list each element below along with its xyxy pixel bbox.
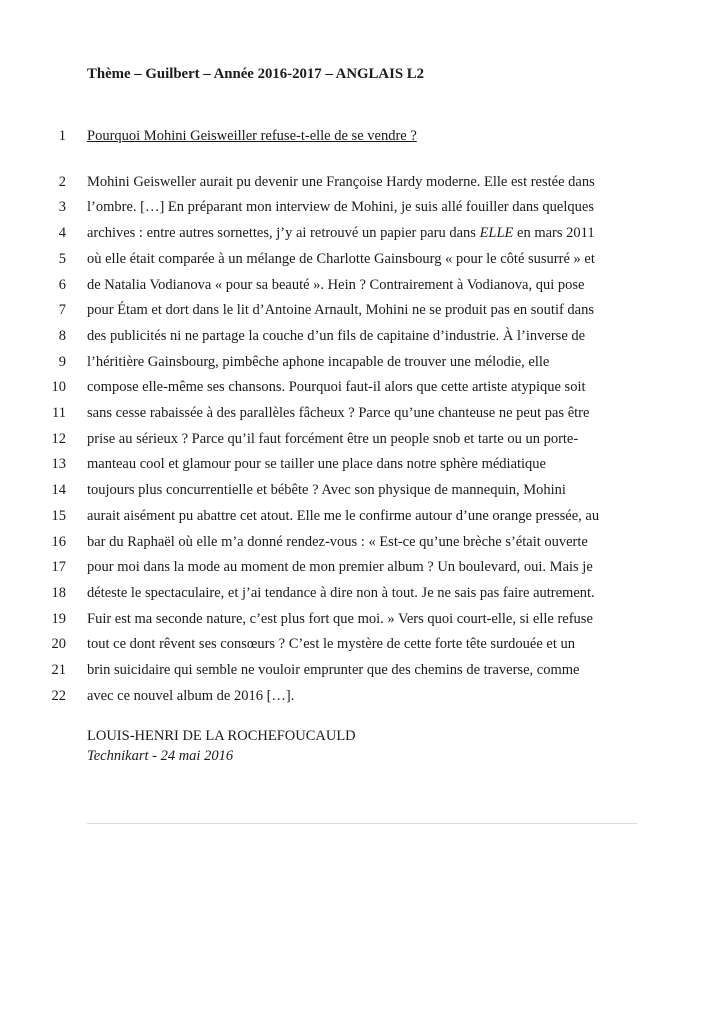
document-title: Thème – Guilbert – Année 2016-2017 – ANGLAIS L2: [87, 66, 425, 82]
text-line: [0, 298, 724, 324]
question-line: [0, 124, 724, 150]
footer: [87, 726, 724, 766]
line-text: compose elle-même ses chansons. Pourquoi faut-il alors que cette artiste atypique soit: [87, 379, 586, 396]
line-number: 17: [51, 559, 66, 576]
source-citation: Technikart - 24 mai 2016: [87, 748, 234, 765]
text-line: [0, 170, 724, 196]
author-name: LOUIS-HENRI DE LA ROCHEFOUCAULD: [87, 728, 356, 745]
text-line: [0, 581, 724, 607]
line-text: tout ce dont rêvent ses consœurs ? C’est le mystère de cette forte tête surdouée et un: [87, 636, 575, 653]
line-number: 2: [58, 173, 66, 190]
line-text-segment: archives : entre autres sornettes, j’y ai retrouvé un papier paru dans: [87, 225, 480, 242]
line-text: Mohini Geisweller aurait pu devenir une Françoise Hardy moderne. Elle est restée dans: [87, 173, 595, 190]
text-line: [0, 195, 724, 221]
line-number: 15: [51, 507, 66, 524]
line-number: 7: [58, 302, 66, 319]
line-text: prise au sérieux ? Parce qu’il faut forcément être un people snob et tarte ou un porte-: [87, 430, 579, 447]
line-number: 13: [51, 456, 66, 473]
magazine-name: ELLE: [479, 225, 514, 242]
text-line: [0, 273, 724, 299]
text-line: [0, 221, 724, 247]
text-line: [0, 452, 724, 478]
text-line: [0, 478, 724, 504]
text-line: [0, 504, 724, 530]
text-line: [0, 632, 724, 658]
line-number: 21: [51, 662, 66, 679]
text-line: [0, 555, 724, 581]
line-text: aurait aisément pu abattre cet atout. Elle me le confirme autour d’une orange pressée, au: [87, 507, 600, 524]
line-text: bar du Raphaël où elle m’a donné rendez-vous : « Est-ce qu’une brèche s’était ouverte: [87, 533, 588, 550]
line-number: 11: [52, 405, 66, 422]
text-line: [0, 324, 724, 350]
line-text: avec ce nouvel album de 2016 […].: [87, 687, 295, 704]
body-text: [0, 170, 724, 710]
line-number: 16: [51, 533, 66, 550]
text-line: [0, 427, 724, 453]
line-number: 12: [51, 430, 66, 447]
line-text: pour Étam et dort dans le lit d’Antoine Arnault, Mohini ne se produit pas en soutif dans: [87, 302, 595, 319]
line-number: 3: [58, 199, 66, 216]
line-number: 5: [58, 250, 66, 267]
line-text: manteau cool et glamour pour se tailler une place dans notre sphère médiatique: [87, 456, 546, 473]
line-number: 10: [51, 379, 66, 396]
line-number: 8: [58, 327, 66, 344]
line-text: [87, 221, 595, 247]
line-number: 6: [58, 276, 66, 293]
line-number: 14: [51, 482, 66, 499]
text-line: [0, 684, 724, 710]
line-text: de Natalia Vodianova « pour sa beauté ». Hein ? Contrairement à Vodianova, qui pose: [87, 276, 585, 293]
line-text: des publicités ni ne partage la couche d’un fils de capitaine d’industrie. À l’inverse de: [87, 327, 586, 344]
line-text: Fuir est ma seconde nature, c’est plus fort que moi. » Vers quoi court-elle, si elle refuse: [87, 610, 593, 627]
text-line: [0, 401, 724, 427]
line-text: toujours plus concurrentielle et bébête ? Avec son physique de mannequin, Mohini: [87, 482, 566, 499]
line-text: pour moi dans la mode au moment de mon premier album ? Un boulevard, oui. Mais je: [87, 559, 593, 576]
text-line: [0, 375, 724, 401]
footer-divider: [87, 823, 637, 824]
line-text: brin suicidaire qui semble ne vouloir emprunter que des chemins de traverse, comme: [87, 662, 580, 679]
line-number: 18: [51, 584, 66, 601]
question-text: Pourquoi Mohini Geisweiller refuse-t-elle de se vendre ?: [87, 128, 417, 144]
line-text-segment: en mars 2011: [513, 225, 595, 242]
text-line: [0, 247, 724, 273]
text-line: [0, 530, 724, 556]
line-text: déteste le spectaculaire, et j’ai tendance à dire non à tout. Je ne sais pas faire autrement.: [87, 584, 595, 601]
line-number: 1: [58, 128, 66, 144]
line-text: sans cesse rabaissée à des parallèles fâcheux ? Parce qu’une chanteuse ne peut pas être: [87, 405, 590, 422]
line-number: 4: [58, 225, 66, 242]
text-line: [0, 658, 724, 684]
line-number: 20: [51, 636, 66, 653]
line-text: l’ombre. […] En préparant mon interview de Mohini, je suis allé fouiller dans quelques: [87, 199, 594, 216]
line-number: 9: [58, 353, 66, 370]
text-line: [0, 350, 724, 376]
line-text: où elle était comparée à un mélange de Charlotte Gainsbourg « pour le côté susurré » et: [87, 250, 595, 267]
line-number: 22: [51, 687, 66, 704]
text-line: [0, 607, 724, 633]
line-number: 19: [51, 610, 66, 627]
line-text: l’héritière Gainsbourg, pimbêche aphone incapable de trouver une mélodie, elle: [87, 353, 550, 370]
